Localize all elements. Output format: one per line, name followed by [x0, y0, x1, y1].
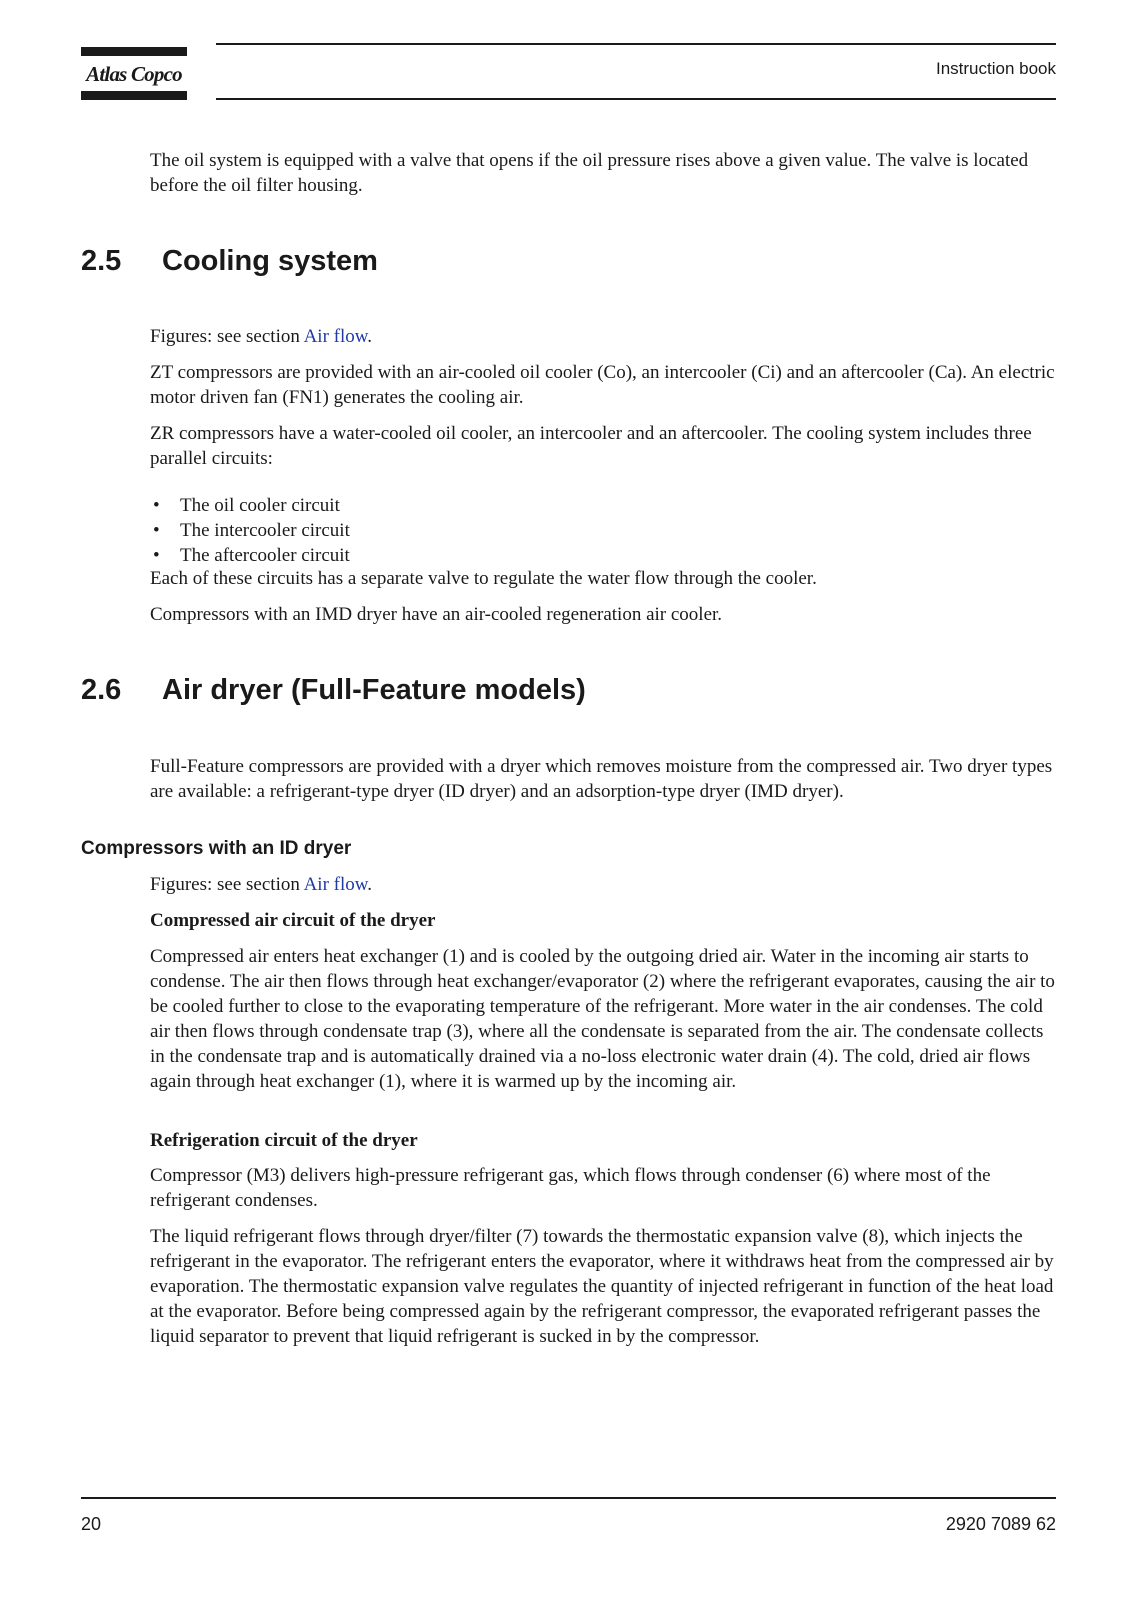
- section-number: 2.5: [81, 245, 122, 277]
- logo-wordmark: Atlas Copco: [86, 62, 182, 86]
- section-title: Air dryer (Full-Feature models): [162, 674, 586, 706]
- header-bottom-rule: [216, 98, 1056, 100]
- compressed-air-circuit-paragraph: Compressed air enters heat exchanger (1) and is cooled by the outgoing dried air. Water in the incoming air starts to condense. The air then flows through heat exchanger/evaporator (2) where the refrigerant evaporates, causing the air to be cooled further to close to the evaporating temperature of the refrigerant. More water in the air condenses. The cold air then flows through condensate trap (3), where all the condensate is separated from the air. The condensate collects in the condensate trap and is automatically drained via a no-loss electronic water drain (4). The cold, dried air flows again through heat exchanger (1), where it is warmed up by the incoming air.: [150, 946, 1055, 1092]
- zt-compressors-paragraph: ZT compressors are provided with an air-cooled oil cooler (Co), an intercooler (Ci) and an aftercooler (Ca). An electric motor driven fan (FN1) generates the cooling air.: [150, 362, 1055, 408]
- section-heading-2-6: [81, 673, 586, 707]
- list-item: [150, 543, 350, 568]
- cooling-circuits-list: [150, 493, 350, 568]
- figures-suffix: .: [367, 326, 372, 347]
- list-item-text: The oil cooler circuit: [180, 495, 340, 516]
- page-number: 20: [81, 1514, 102, 1534]
- figures-reference: [150, 324, 1056, 349]
- refrigeration-paragraph-1: Compressor (M3) delivers high-pressure refrigerant gas, which flows through condenser (6) where most of the refrigerant condenses.: [150, 1165, 991, 1211]
- section-heading-2-5: [81, 244, 378, 278]
- figures-prefix: Figures: see section: [150, 874, 304, 895]
- atlas-copco-logo: [81, 47, 187, 100]
- intro-paragraph: The oil system is equipped with a valve that opens if the oil pressure rises above a given value. The valve is located before the oil filter housing.: [150, 150, 1029, 196]
- list-item: [150, 493, 350, 518]
- document-number: 2920 7089 62: [945, 1514, 1056, 1534]
- compressed-air-circuit-heading: Compressed air circuit of the dryer: [150, 910, 436, 931]
- imd-dryer-paragraph: Compressors with an IMD dryer have an air-cooled regeneration air cooler.: [150, 604, 723, 625]
- full-feature-paragraph: Full-Feature compressors are provided with a dryer which removes moisture from the compressed air. Two dryer types are available: a refrigerant-type dryer (ID dryer) and an adsorption-type dryer (IMD dryer).: [150, 756, 1053, 802]
- refrigeration-circuit-heading: Refrigeration circuit of the dryer: [150, 1130, 418, 1151]
- bullet-icon: •: [153, 495, 160, 516]
- list-item-text: The aftercooler circuit: [180, 545, 350, 566]
- list-item: [150, 518, 350, 543]
- figures-reference: [150, 872, 1056, 897]
- figures-prefix: Figures: see section: [150, 326, 304, 347]
- footer-rule: [81, 1497, 1056, 1499]
- air-flow-link[interactable]: Air flow: [303, 874, 368, 895]
- logo-top-bar: [81, 47, 187, 56]
- logo-bottom-bar: [81, 91, 187, 100]
- figures-suffix: .: [367, 874, 372, 895]
- list-item-text: The intercooler circuit: [180, 520, 350, 541]
- bullet-icon: •: [153, 545, 160, 566]
- header-top-rule: [216, 43, 1056, 45]
- bullet-icon: •: [153, 520, 160, 541]
- section-title: Cooling system: [162, 245, 378, 277]
- id-dryer-subheading: Compressors with an ID dryer: [81, 838, 352, 859]
- header-title: Instruction book: [935, 59, 1056, 78]
- zr-compressors-paragraph: ZR compressors have a water-cooled oil cooler, an intercooler and an aftercooler. The cooling system includes three parallel circuits:: [150, 423, 1032, 469]
- air-flow-link[interactable]: Air flow: [303, 326, 368, 347]
- circuits-valve-paragraph: Each of these circuits has a separate valve to regulate the water flow through the cooler.: [150, 568, 817, 589]
- section-number: 2.6: [81, 674, 122, 706]
- refrigeration-paragraph-2: The liquid refrigerant flows through dryer/filter (7) towards the thermostatic expansion valve (8), which injects the refrigerant in the evaporator. The refrigerant enters the evaporator, where it withdraws heat from the compressed air by evaporation. The thermostatic expansion valve regulates the quantity of injected refrigerant in function of the heat load at the evaporator. Before being compressed again by the refrigerant compressor, the evaporated refrigerant passes the liquid separator to prevent that liquid refrigerant is sucked in by the compressor.: [150, 1226, 1054, 1347]
